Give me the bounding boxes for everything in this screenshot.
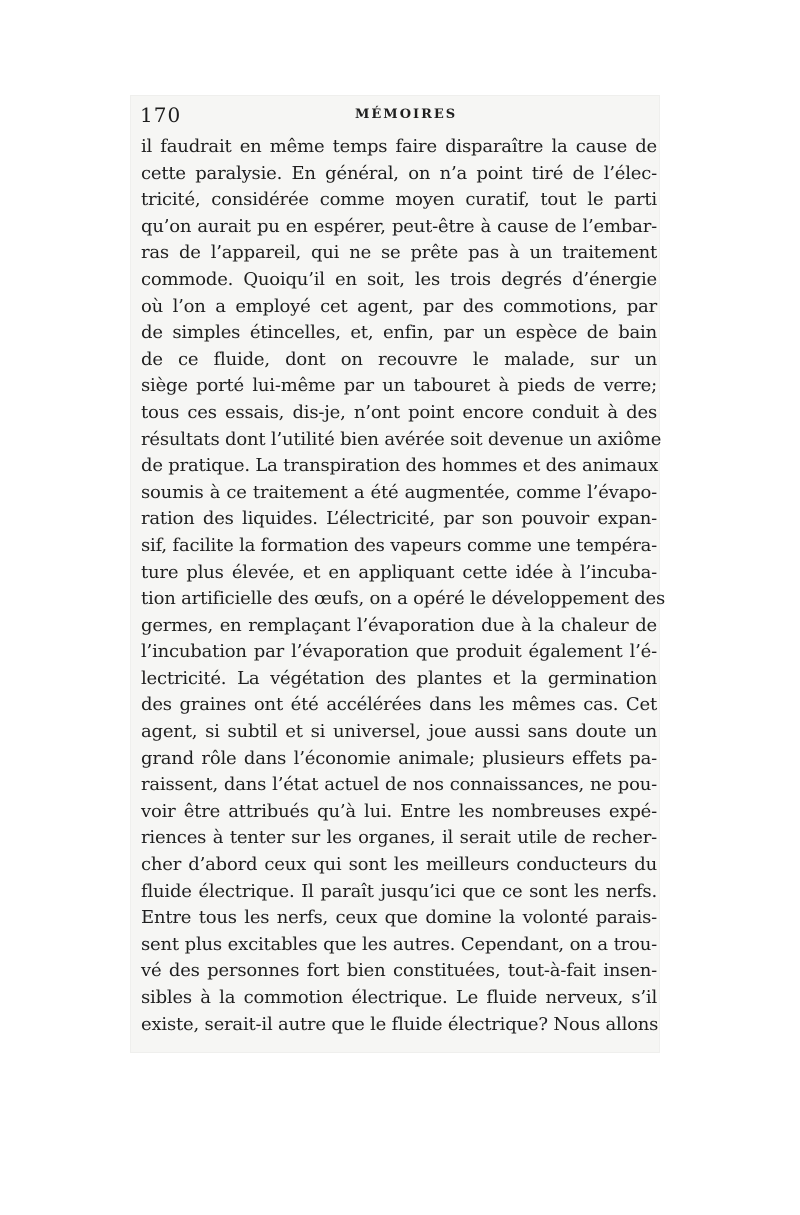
text-line: sent plus excitables que les autres. Cependant, on a trou- <box>141 933 657 955</box>
running-title: MÉMOIRES <box>355 107 458 122</box>
text-line: fluide électrique. Il paraît jusqu’ici que ce sont les nerfs. <box>141 880 657 902</box>
text-line: l’incubation par l’évaporation que produit également l’é- <box>141 641 657 663</box>
text-line: raissent, dans l’état actuel de nos connaissances, ne pou- <box>141 774 657 796</box>
text-line: ture plus élevée, et en appliquant cette idée à l’incuba- <box>141 561 657 583</box>
text-line: cher d’abord ceux qui sont les meilleurs conducteurs du <box>141 854 657 876</box>
text-line: voir être attribués qu’à lui. Entre les nombreuses expé- <box>141 800 657 822</box>
text-line: soumis à ce traitement a été augmentée, comme l’évapo- <box>141 481 657 503</box>
text-line: ration des liquides. L’électricité, par son pouvoir expan- <box>141 508 657 530</box>
text-line: tion artificielle des œufs, on a opéré le développement des <box>141 588 666 610</box>
text-line: agent, si subtil et si universel, joue aussi sans doute un <box>141 721 657 743</box>
text-line: tous ces essais, dis-je, n’ont point encore conduit à des <box>141 401 657 423</box>
text-line: de pratique. La transpiration des hommes et des animaux <box>141 455 659 477</box>
text-line: qu’on aurait pu en espérer, peut-être à cause de l’embar- <box>141 215 657 237</box>
text-line: de ce fluide, dont on recouvre le malade, sur un <box>141 348 657 370</box>
text-line: grand rôle dans l’économie animale; plusieurs effets pa- <box>141 747 657 769</box>
text-line: où l’on a employé cet agent, par des commotions, par <box>141 295 657 317</box>
text-line: des graines ont été accélérées dans les mêmes cas. Cet <box>141 694 657 716</box>
text-line: il faudrait en même temps faire disparaître la cause de <box>141 136 657 157</box>
text-line: commode. Quoiqu’il en soit, les trois degrés d’énergie <box>141 268 657 290</box>
text-line: sibles à la commotion électrique. Le fluide nerveux, s’il <box>141 987 657 1008</box>
body-text <box>141 134 666 1038</box>
text-line: de simples étincelles, et, enfin, par un espèce de bain <box>141 322 657 344</box>
text-line: cette paralysie. En général, on n’a point tiré de l’élec- <box>141 162 657 184</box>
page-number: 170 <box>140 103 182 127</box>
text-line: germes, en remplaçant l’évaporation due à la chaleur de <box>141 614 657 636</box>
text-line: sif, facilite la formation des vapeurs comme une tempéra- <box>141 534 657 556</box>
text-line: riences à tenter sur les organes, il serait utile de recher- <box>141 827 657 849</box>
text-line: tricité, considérée comme moyen curatif, tout le parti <box>141 189 657 211</box>
text-line: existe, serait-il autre que le fluide électrique? Nous allons <box>141 1013 659 1035</box>
running-header <box>140 103 660 133</box>
text-line: Entre tous les nerfs, ceux que domine la volonté parais- <box>141 907 657 929</box>
text-line: lectricité. La végétation des plantes et la germination <box>141 667 657 689</box>
text-line: siège porté lui-même par un tabouret à pieds de verre; <box>141 375 657 397</box>
text-line: vé des personnes fort bien constituées, tout-à-fait insen- <box>141 960 657 982</box>
text-line: ras de l’appareil, qui ne se prête pas à un traitement <box>141 242 657 264</box>
text-line: résultats dont l’utilité bien avérée soit devenue un axiôme <box>141 428 662 450</box>
